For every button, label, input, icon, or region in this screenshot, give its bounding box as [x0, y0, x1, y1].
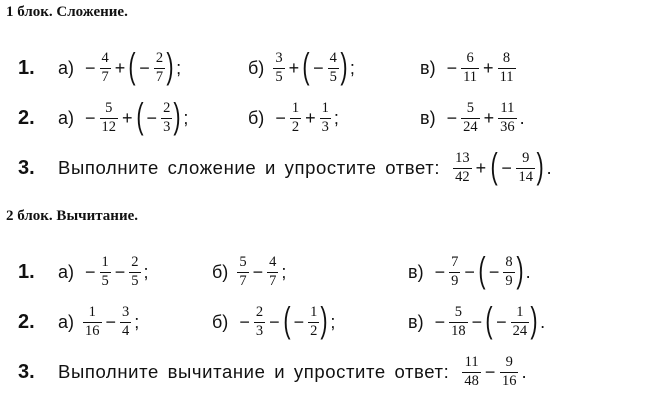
exercise-item	[248, 95, 339, 141]
operator: −	[496, 311, 507, 332]
task-row	[0, 145, 650, 191]
fraction	[273, 51, 284, 86]
numerator: 1	[291, 99, 300, 116]
task-row	[0, 45, 650, 91]
exercise-item	[420, 45, 517, 91]
item-label: б)	[248, 57, 265, 78]
operator: +	[305, 107, 316, 128]
fraction	[449, 255, 460, 290]
item-label: а)	[58, 311, 75, 332]
item-label: а)	[58, 57, 75, 78]
exercise-item	[58, 95, 188, 141]
right-parenthesis: )	[530, 299, 538, 340]
fraction	[290, 101, 301, 136]
right-parenthesis: )	[173, 95, 181, 136]
fraction	[328, 51, 339, 86]
left-parenthesis: (	[490, 145, 498, 186]
operator: −	[313, 57, 324, 78]
punctuation: ;	[143, 261, 149, 282]
operator: −	[146, 107, 158, 128]
punctuation: .	[519, 107, 525, 128]
item-label: а)	[58, 107, 75, 128]
expression	[452, 145, 553, 186]
punctuation: .	[521, 361, 528, 382]
operator: +	[288, 57, 300, 78]
operator: +	[475, 157, 487, 178]
item-label: в)	[408, 261, 424, 282]
expression	[82, 255, 149, 290]
numerator: 8	[505, 253, 513, 270]
task-text: Выполните сложение и упростите ответ:	[58, 157, 441, 178]
numerator: 1	[88, 303, 96, 320]
item-label: в)	[420, 107, 436, 128]
numerator: 2	[255, 303, 264, 320]
fraction	[511, 305, 530, 340]
task-number: 1.	[18, 56, 35, 79]
numerator: 1	[310, 303, 318, 320]
fraction	[120, 305, 131, 340]
expression	[432, 299, 546, 340]
denominator: 42	[455, 168, 470, 185]
fraction	[154, 51, 165, 86]
left-parenthesis: (	[135, 95, 144, 136]
denominator: 7	[101, 68, 109, 85]
numerator: 2	[131, 253, 139, 270]
left-parenthesis: (	[302, 45, 310, 86]
operator: −	[293, 311, 305, 332]
denominator: 5	[101, 272, 109, 289]
denominator: 4	[122, 322, 130, 339]
punctuation: ;	[333, 107, 339, 128]
left-parenthesis: (	[282, 299, 291, 340]
task-row	[0, 299, 650, 345]
numerator: 13	[455, 149, 470, 166]
punctuation: .	[540, 311, 546, 332]
fraction	[267, 255, 278, 290]
right-parenthesis: )	[536, 145, 545, 186]
fraction	[129, 255, 140, 290]
fraction	[308, 305, 319, 340]
right-parenthesis: )	[166, 45, 174, 86]
exercise-item	[58, 299, 139, 345]
denominator: 16	[501, 372, 517, 389]
task-text: Выполните вычитание и упростите ответ:	[58, 361, 450, 382]
task-row	[0, 349, 650, 395]
exercise-item	[408, 299, 545, 345]
left-parenthesis: (	[478, 249, 486, 290]
right-parenthesis: )	[340, 45, 348, 86]
numerator: 5	[466, 99, 474, 116]
task-number: 3.	[18, 156, 35, 179]
expression	[236, 299, 336, 340]
fraction	[461, 51, 479, 86]
exercise-item	[248, 45, 355, 91]
denominator: 24	[512, 322, 528, 339]
exercise-item	[408, 249, 531, 295]
operator: −	[484, 361, 496, 382]
item-label: в)	[420, 57, 436, 78]
operator: −	[85, 57, 96, 78]
task-row	[0, 95, 650, 141]
exercise-item	[58, 45, 181, 91]
operator: −	[239, 311, 250, 332]
denominator: 14	[518, 168, 533, 185]
operator: −	[501, 157, 513, 178]
operator: +	[114, 57, 126, 78]
fraction	[100, 101, 119, 136]
denominator: 3	[163, 118, 171, 135]
task-row	[0, 249, 650, 295]
operator: −	[488, 261, 500, 282]
item-label: в)	[408, 311, 424, 332]
item-label: б)	[212, 261, 229, 282]
denominator: 2	[310, 322, 318, 339]
numerator: 7	[451, 253, 459, 270]
expression	[272, 101, 339, 136]
task-number: 1.	[18, 260, 35, 283]
denominator: 36	[500, 118, 515, 135]
numerator: 5	[105, 99, 113, 116]
fraction	[516, 151, 535, 186]
operator: −	[275, 107, 286, 128]
exercise-item	[212, 249, 286, 295]
fraction	[320, 101, 331, 136]
operator: −	[446, 57, 458, 78]
numerator: 1	[101, 253, 109, 270]
expression	[461, 355, 527, 390]
task-statement	[58, 145, 552, 191]
punctuation: ;	[134, 311, 140, 332]
right-parenthesis: )	[516, 249, 524, 290]
fraction	[461, 101, 480, 136]
denominator: 12	[101, 118, 117, 135]
expression	[444, 101, 525, 136]
denominator: 7	[269, 272, 277, 289]
expression	[82, 95, 189, 136]
task-number: 2.	[18, 310, 35, 333]
fraction	[100, 51, 111, 86]
fraction	[503, 255, 514, 290]
denominator: 3	[255, 322, 264, 339]
numerator: 1	[321, 99, 329, 116]
operator: −	[139, 57, 150, 78]
denominator: 5	[329, 68, 337, 85]
block-title: 2 блок. Вычитание.	[6, 208, 138, 224]
operator: −	[434, 261, 446, 282]
task-number: 2.	[18, 106, 35, 129]
operator: +	[483, 57, 494, 78]
denominator: 3	[321, 118, 329, 135]
denominator: 7	[155, 68, 164, 85]
denominator: 48	[464, 372, 479, 389]
fraction	[500, 355, 519, 390]
fraction	[449, 305, 468, 340]
item-label: б)	[248, 107, 265, 128]
left-parenthesis: (	[485, 299, 493, 340]
operator: −	[114, 261, 126, 282]
fraction	[161, 101, 172, 136]
numerator: 4	[269, 253, 277, 270]
fraction	[453, 151, 472, 186]
expression	[236, 255, 286, 290]
exercise-item	[212, 299, 335, 345]
expression	[82, 305, 139, 340]
operator: −	[252, 261, 264, 282]
denominator: 24	[463, 118, 478, 135]
punctuation: ;	[349, 57, 355, 78]
numerator: 2	[163, 99, 171, 116]
exercise-item	[58, 249, 149, 295]
denominator: 5	[275, 68, 283, 85]
denominator: 5	[131, 272, 139, 289]
block-title: 1 блок. Сложение.	[6, 4, 128, 20]
right-parenthesis: )	[320, 299, 328, 340]
denominator: 11	[499, 68, 514, 85]
fraction	[100, 255, 111, 290]
numerator: 4	[329, 49, 337, 66]
numerator: 9	[522, 149, 530, 166]
numerator: 1	[516, 303, 524, 320]
punctuation: ;	[176, 57, 182, 78]
numerator: 5	[239, 253, 247, 270]
numerator: 3	[122, 303, 130, 320]
denominator: 2	[291, 118, 300, 135]
task-statement	[58, 349, 527, 395]
operator: −	[269, 311, 280, 332]
item-label: б)	[212, 311, 229, 332]
numerator: 2	[155, 49, 164, 66]
operator: −	[85, 261, 96, 282]
expression	[272, 45, 355, 86]
expression	[82, 45, 182, 86]
fraction	[237, 255, 248, 290]
expression	[432, 249, 531, 290]
expression	[444, 51, 517, 86]
operator: −	[85, 107, 96, 128]
punctuation: ;	[183, 107, 189, 128]
task-number: 3.	[18, 360, 35, 383]
fraction	[462, 355, 481, 390]
exercise-item	[420, 95, 525, 141]
denominator: 9	[451, 272, 459, 289]
operator: −	[464, 261, 475, 282]
operator: −	[105, 311, 117, 332]
denominator: 16	[85, 322, 100, 339]
operator: +	[122, 107, 133, 128]
numerator: 5	[454, 303, 462, 320]
fraction	[254, 305, 265, 340]
fraction	[498, 101, 517, 136]
numerator: 4	[101, 49, 109, 66]
punctuation: .	[546, 157, 553, 178]
operator: +	[483, 107, 495, 128]
numerator: 6	[466, 49, 474, 66]
fraction	[498, 51, 516, 86]
numerator: 11	[464, 353, 479, 370]
numerator: 11	[500, 99, 515, 116]
punctuation: ;	[281, 261, 287, 282]
denominator: 18	[451, 322, 466, 339]
operator: −	[446, 107, 458, 128]
numerator: 9	[505, 353, 513, 370]
denominator: 7	[239, 272, 247, 289]
item-label: а)	[58, 261, 75, 282]
denominator: 9	[505, 272, 513, 289]
left-parenthesis: (	[128, 45, 136, 86]
numerator: 3	[275, 49, 283, 66]
operator: −	[471, 311, 483, 332]
operator: −	[434, 311, 446, 332]
punctuation: .	[525, 261, 531, 282]
numerator: 8	[502, 49, 511, 66]
denominator: 11	[463, 68, 478, 85]
fraction	[83, 305, 102, 340]
punctuation: ;	[330, 311, 336, 332]
